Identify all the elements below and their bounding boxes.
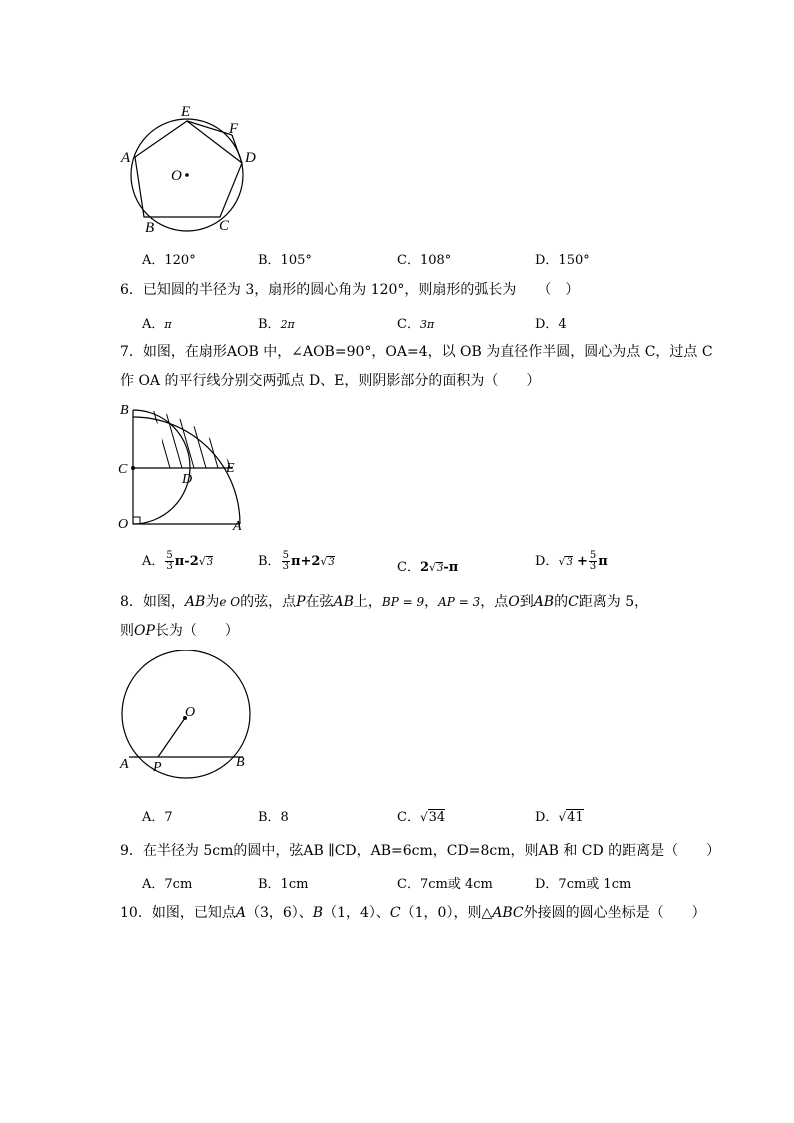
q8-option-b: B．8	[258, 810, 289, 825]
q10-math: A	[235, 905, 246, 921]
q6-option-a-math: π	[164, 318, 172, 331]
label-a: A	[121, 150, 131, 166]
q5-option-a: A．120°	[142, 253, 196, 268]
q6-option-b-label: B．	[258, 317, 281, 332]
q8-text: 上，	[353, 594, 382, 610]
q8-math: C	[568, 594, 579, 610]
plus: +	[576, 554, 588, 569]
figure-q7-sector	[112, 400, 252, 535]
q8-text: 的	[554, 594, 569, 610]
label-c: C	[118, 462, 128, 477]
q5-option-c: C．108°	[397, 253, 452, 268]
q8-text: ，点	[480, 594, 509, 610]
q7-option-d	[535, 550, 608, 572]
coef: 2	[189, 554, 199, 569]
q7-option-c	[397, 556, 458, 575]
label-b: B	[145, 220, 155, 236]
frac-num: 5	[166, 550, 173, 561]
pi: π	[290, 554, 301, 569]
frac-den: 3	[589, 561, 597, 572]
q9-option-c: C．7cm或 4cm	[397, 877, 493, 892]
shaded-region	[152, 405, 232, 475]
q6-option-d: D．4	[535, 317, 567, 332]
frac-den: 3	[166, 561, 173, 572]
q5-option-b: B．105°	[258, 253, 312, 268]
point-c-dot	[131, 466, 135, 470]
q10-math: C	[389, 905, 401, 921]
q6-option-a	[142, 313, 172, 332]
segment-op	[158, 718, 185, 757]
q8-text: 在弦	[305, 594, 334, 610]
q7-option-a-label: A．	[142, 554, 165, 569]
label-a: A	[120, 757, 129, 772]
label-o: O	[171, 168, 182, 184]
q10-text: 10．如图，已知点	[120, 905, 236, 921]
sqrt-icon: √	[419, 810, 428, 824]
figure-q5-pentagon	[115, 100, 265, 240]
label-d: D	[245, 150, 256, 166]
frac-den: 3	[282, 561, 289, 572]
q6-option-b	[258, 313, 295, 332]
minus: -	[443, 560, 449, 575]
q5-option-d: D．150°	[535, 253, 590, 268]
radicand: 3	[328, 557, 335, 568]
fraction-5-3	[589, 551, 597, 572]
q7-stem-line1: 7．如图，在扇形AOB 中，∠AOB=90°，OA=4，以 OB 为直径作半圆，圆心为点 C，过点 C	[120, 344, 713, 360]
q7-option-c-label: C．	[397, 560, 420, 575]
fraction-5-3	[282, 551, 290, 572]
arc-ab	[133, 417, 240, 524]
q8-option-d	[535, 806, 584, 825]
q8-option-d-label: D．	[535, 810, 559, 825]
q9-stem: 9．在半径为 5cm的圆中，弦AB ∥CD，AB=6cm，CD=8cm，则AB 和 CD 的距离是（ ）	[120, 843, 721, 859]
frac-num: 5	[282, 550, 289, 561]
q6-option-a-label: A．	[142, 317, 165, 332]
radicand: 34	[428, 810, 446, 825]
sqrt-icon: √	[558, 810, 567, 824]
q6-option-c-label: C．	[397, 317, 420, 332]
q8-math: AB	[533, 594, 555, 610]
q8-math: OP	[134, 623, 155, 639]
q8-option-c	[397, 806, 445, 825]
q8-math: AB	[184, 594, 206, 610]
label-o: O	[118, 517, 129, 532]
q8-math: e O	[219, 595, 241, 609]
q10-stem	[120, 903, 706, 923]
radicand: 41	[567, 810, 584, 825]
q7-option-b	[258, 550, 335, 572]
q9-option-b: B．1cm	[258, 877, 309, 892]
q7-stem-line2: 作 OA 的平行线分别交两弧点 D、E，则阴影部分的面积为（ ）	[120, 373, 541, 389]
q8-math: P	[296, 594, 306, 610]
q8-text: 的弦，点	[240, 594, 297, 610]
pi: π	[174, 554, 185, 569]
q8-text: ，	[424, 594, 439, 610]
sqrt-icon: √	[198, 555, 206, 568]
q8-math: BP = 9	[381, 595, 425, 609]
radicand: 3	[566, 557, 573, 568]
sqrt-icon: √	[558, 555, 566, 568]
plus: +	[300, 554, 312, 569]
q10-text: （1，4）、	[323, 905, 390, 921]
q10-text: 外接圆的圆心坐标是（ ）	[523, 905, 706, 921]
minus: -	[184, 554, 190, 569]
sqrt-icon: √	[320, 555, 328, 568]
q10-math: ABC	[492, 905, 524, 921]
q9-option-a: A．7cm	[142, 877, 193, 892]
label-d: D	[182, 472, 193, 487]
coef: 2	[419, 560, 429, 575]
label-p: P	[153, 760, 162, 775]
q10-text: （3，6）、	[245, 905, 313, 921]
q7-option-d-label: D．	[535, 554, 559, 569]
q8-math: O	[508, 594, 520, 610]
figure-q8-circle	[112, 650, 272, 780]
q7-option-a	[142, 550, 213, 572]
label-b: B	[236, 755, 245, 770]
coef: 2	[311, 554, 321, 569]
q8-text: 到	[519, 594, 534, 610]
q9-option-d: D．7cm或 1cm	[535, 877, 632, 892]
q6-option-c	[397, 313, 434, 332]
q8-stem-line2	[120, 621, 239, 641]
q8-option-a: A．7	[142, 810, 173, 825]
q8-text: 则	[120, 623, 134, 639]
q7-option-b-label: B．	[258, 554, 281, 569]
label-a: A	[233, 519, 242, 534]
q8-text: 长为（ ）	[154, 623, 239, 639]
q8-stem-line1	[120, 592, 648, 612]
label-c: C	[219, 218, 230, 234]
sqrt-icon: √	[429, 561, 437, 574]
pi: π	[448, 560, 459, 575]
q8-text: 为	[205, 594, 220, 610]
label-e: E	[181, 104, 191, 120]
q6-option-c-math: 3π	[419, 318, 435, 331]
frac-num: 5	[589, 550, 597, 561]
label-f: F	[229, 121, 239, 137]
center-dot	[185, 173, 189, 177]
q8-text: 8．如图，	[120, 594, 185, 610]
q8-math: AP = 3	[438, 595, 481, 609]
q10-math: B	[312, 905, 324, 921]
q6-stem: 6．已知圆的半径为 3，扇形的圆心角为 120°，则扇形的弧长为 （ ）	[120, 282, 580, 298]
q8-math: AB	[333, 594, 354, 610]
label-e: E	[226, 461, 235, 476]
label-b: B	[120, 403, 129, 418]
q10-text: （1，0），则△	[400, 905, 493, 921]
q6-option-b-math: 2π	[280, 318, 295, 331]
label-o: O	[185, 705, 196, 720]
q8-text: 距离为 5，	[578, 594, 649, 610]
fraction-5-3	[165, 551, 173, 572]
q8-option-c-label: C．	[397, 810, 420, 825]
pi: π	[598, 554, 608, 569]
radicand: 3	[206, 557, 214, 568]
right-angle-mark	[133, 517, 140, 524]
radicand: 3	[437, 563, 444, 574]
